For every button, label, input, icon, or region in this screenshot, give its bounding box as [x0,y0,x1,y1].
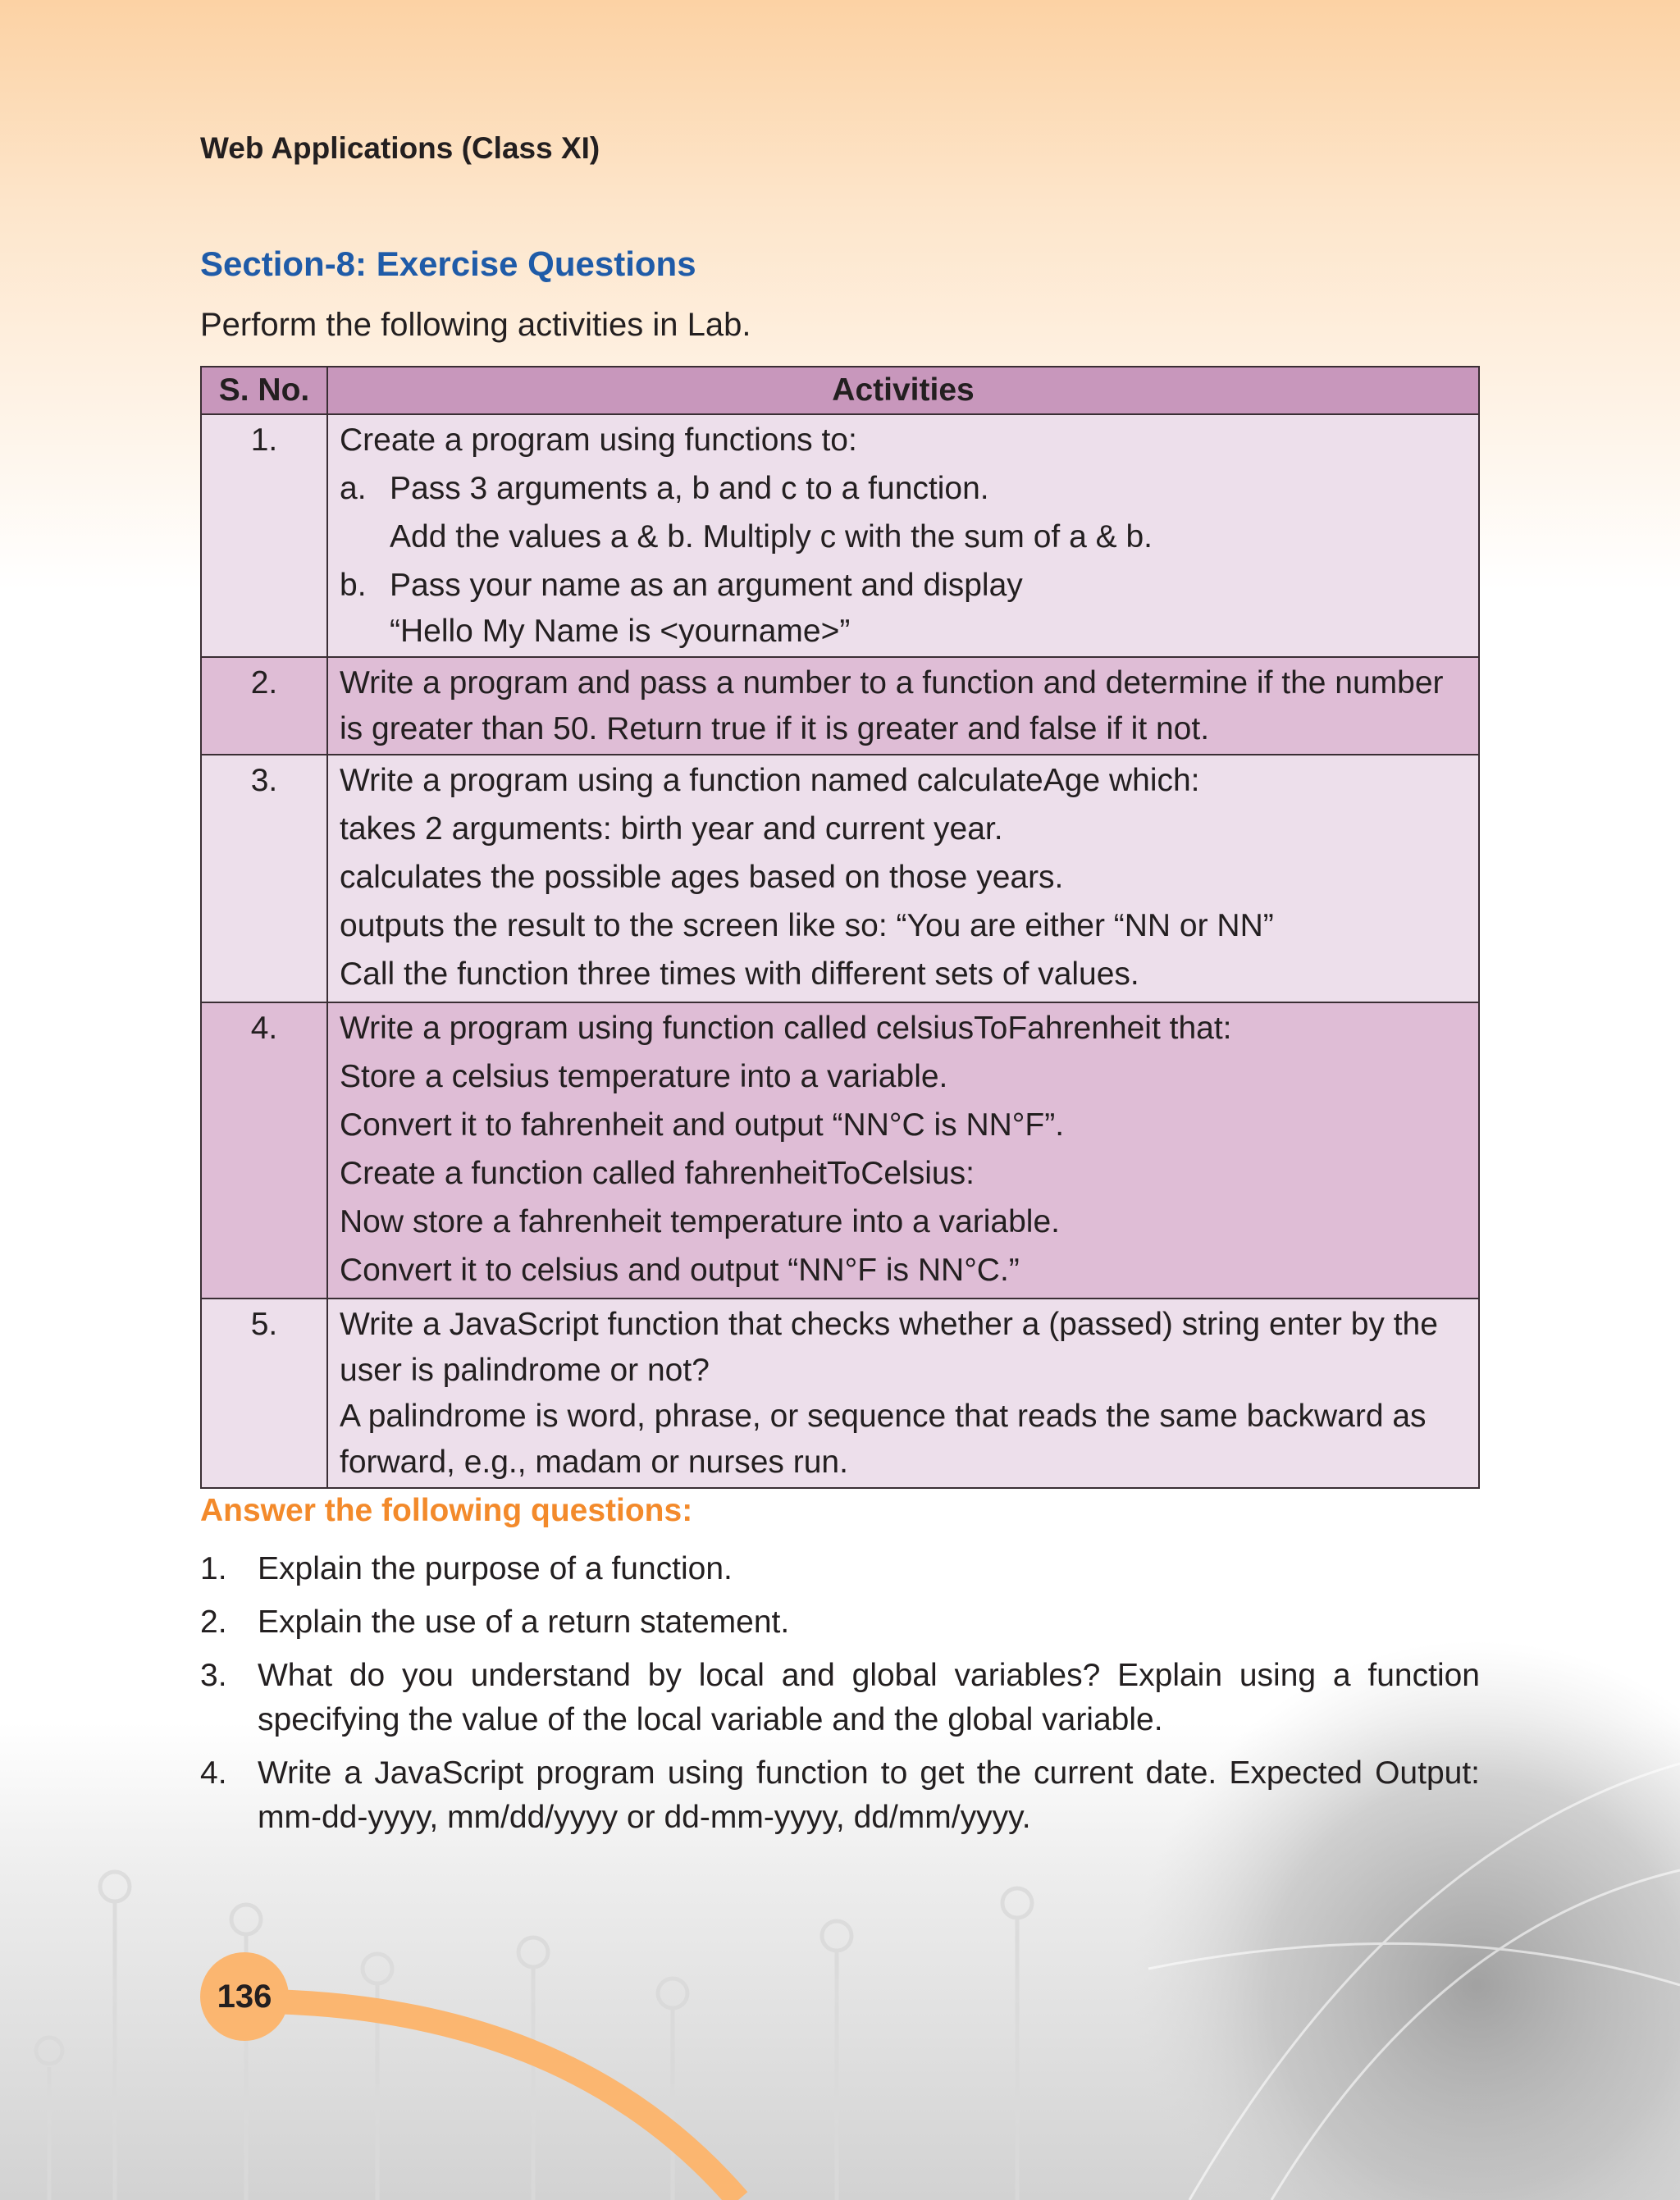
activity-line: takes 2 arguments: birth year and current year. [340,811,1003,847]
table-header-row [201,367,1479,414]
activity-line: is greater than 50. Return true if it is greater and false if it not. [340,711,1210,746]
activity-line: outputs the result to the screen like so: “You are either “NN or NN” [340,908,1274,943]
row-number: 4. [201,1002,327,1299]
sub-item-line: Pass your name as an argument and display [390,568,1023,603]
activity-cell [327,1002,1479,1299]
section-intro: Perform the following activities in Lab. [200,307,751,343]
activity-cell [327,755,1479,1002]
circuit-lines [36,1872,1032,2200]
question-number: 1. [200,1551,227,1586]
question-number: 2. [200,1604,227,1640]
row-number: 2. [201,657,327,755]
activity-cell [327,657,1479,755]
activities-table [200,366,1480,1489]
activity-line: Write a program and pass a number to a function and determine if the number [340,665,1444,701]
activity-line: Call the function three times with different sets of values. [340,956,1139,992]
question-number: 3. [200,1658,227,1693]
row-number: 5. [201,1299,327,1488]
sub-item-line: Add the values a & b. Multiply c with the sum of a & b. [390,519,1153,555]
activity-line: Write a program using function called celsiusToFahrenheit that: [340,1011,1232,1046]
sub-item [340,561,1467,653]
activity-line: Create a function called fahrenheitToCelsius: [340,1156,975,1191]
activity-line: Store a celsius temperature into a variable. [340,1059,948,1094]
question-list [200,1547,1480,1849]
table-row [201,1299,1479,1488]
list-item [200,1600,1480,1645]
activity-line: calculates the possible ages based on those years. [340,860,1064,895]
question-text: Explain the use of a return statement. [258,1604,790,1640]
activity-line: A palindrome is word, phrase, or sequence that reads the same backward as [340,1399,1427,1434]
activity-line: Write a program using a function named calculateAge which: [340,763,1200,798]
sub-item-line: Pass 3 arguments a, b and c to a function. [390,471,989,506]
row-number: 1. [201,414,327,657]
row-number: 3. [201,755,327,1002]
activity-line: Create a program using functions to: [340,422,857,458]
header-activities: Activities [327,367,1479,414]
table-row [201,1002,1479,1299]
sub-item-line: “Hello My Name is <yourname>” [390,614,851,649]
orange-arc [271,2001,738,2200]
sub-item [340,464,1467,561]
sub-item-marker: b. [340,568,367,603]
table-row [201,755,1479,1002]
activity-line: user is palindrome or not? [340,1353,710,1388]
table-row [201,657,1479,755]
table-row [201,414,1479,657]
activity-line: Write a JavaScript function that checks whether a (passed) string enter by the [340,1307,1438,1342]
question-number: 4. [200,1755,227,1791]
list-item [200,1654,1480,1742]
question-text: Explain the purpose of a function. [258,1551,733,1586]
activity-line: Convert it to fahrenheit and output “NN°C is NN°F”. [340,1107,1065,1143]
question-text: What do you understand by local and global variables? Explain using a function specifying the value of the local variable and the global variable. [258,1658,1480,1737]
activity-cell [327,414,1479,657]
activity-line: Now store a fahrenheit temperature into a variable. [340,1204,1060,1239]
header-serial-number: S. No. [201,367,327,414]
list-item [200,1547,1480,1591]
answer-section-title: Answer the following questions: [200,1493,693,1528]
running-header: Web Applications (Class XI) [200,131,600,165]
list-item [200,1751,1480,1840]
activity-line: Convert it to celsius and output “NN°F is NN°C.” [340,1253,1020,1288]
sub-item-marker: a. [340,471,367,506]
question-text: Write a JavaScript program using function to get the current date. Expected Output: mm-dd-yyyy, mm/dd/yyyy or dd-mm-yyyy, dd/mm/yyyy. [258,1755,1480,1835]
section-title: Section-8: Exercise Questions [200,244,696,283]
activity-cell [327,1299,1479,1488]
activity-line: forward, e.g., madam or nurses run. [340,1445,848,1480]
page-number-badge: 136 [200,1952,289,2041]
